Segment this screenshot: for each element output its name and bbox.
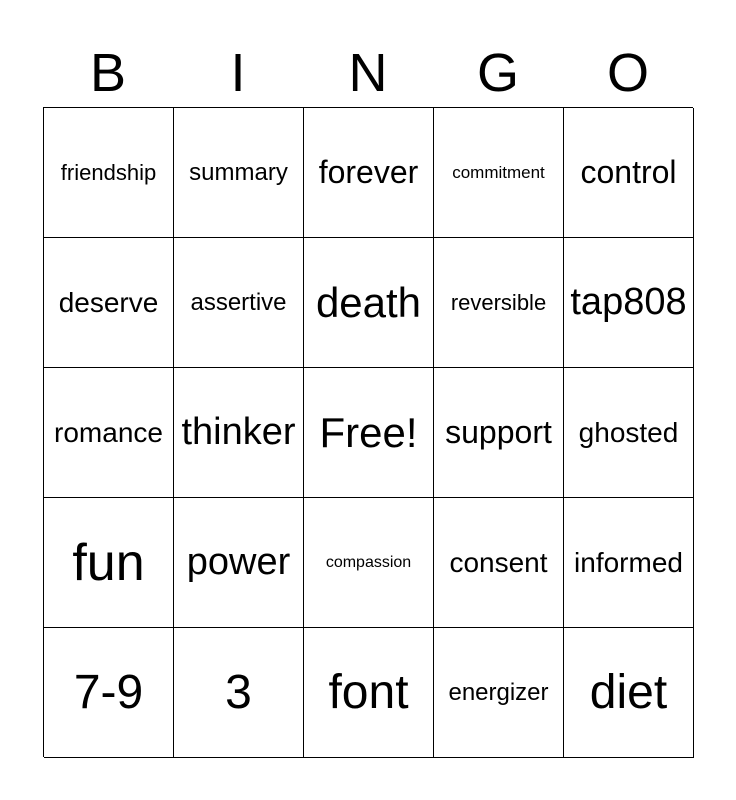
bingo-cell[interactable]: assertive bbox=[174, 238, 304, 368]
bingo-cell[interactable]: fun bbox=[44, 498, 174, 628]
bingo-cell[interactable]: reversible bbox=[434, 238, 564, 368]
bingo-cell[interactable]: commitment bbox=[434, 108, 564, 238]
bingo-cell[interactable]: ghosted bbox=[564, 368, 694, 498]
bingo-cell[interactable]: tap808 bbox=[564, 238, 694, 368]
bingo-cell[interactable]: consent bbox=[434, 498, 564, 628]
bingo-cell[interactable]: 7-9 bbox=[44, 628, 174, 758]
free-space[interactable]: Free! bbox=[304, 368, 434, 498]
bingo-cell[interactable]: diet bbox=[564, 628, 694, 758]
bingo-cell[interactable]: romance bbox=[44, 368, 174, 498]
bingo-cell[interactable]: informed bbox=[564, 498, 694, 628]
bingo-cell[interactable]: support bbox=[434, 368, 564, 498]
bingo-cell[interactable]: forever bbox=[304, 108, 434, 238]
bingo-cell[interactable]: summary bbox=[174, 108, 304, 238]
bingo-cell[interactable]: deserve bbox=[44, 238, 174, 368]
bingo-cell[interactable]: font bbox=[304, 628, 434, 758]
bingo-cell[interactable]: death bbox=[304, 238, 434, 368]
bingo-cell[interactable]: compassion bbox=[304, 498, 434, 628]
bingo-header bbox=[43, 40, 693, 106]
bingo-cell[interactable]: 3 bbox=[174, 628, 304, 758]
header-letter-b: B bbox=[89, 43, 127, 103]
bingo-cell[interactable]: power bbox=[174, 498, 304, 628]
bingo-cell[interactable]: friendship bbox=[44, 108, 174, 238]
bingo-cell[interactable]: energizer bbox=[434, 628, 564, 758]
bingo-cell[interactable]: control bbox=[564, 108, 694, 238]
header-letter-o: O bbox=[606, 43, 649, 103]
header-letter-g: G bbox=[476, 43, 519, 103]
header-letter-i: I bbox=[230, 43, 246, 103]
bingo-cell[interactable]: thinker bbox=[174, 368, 304, 498]
header-letter-n: N bbox=[348, 43, 388, 103]
bingo-grid bbox=[43, 107, 693, 757]
